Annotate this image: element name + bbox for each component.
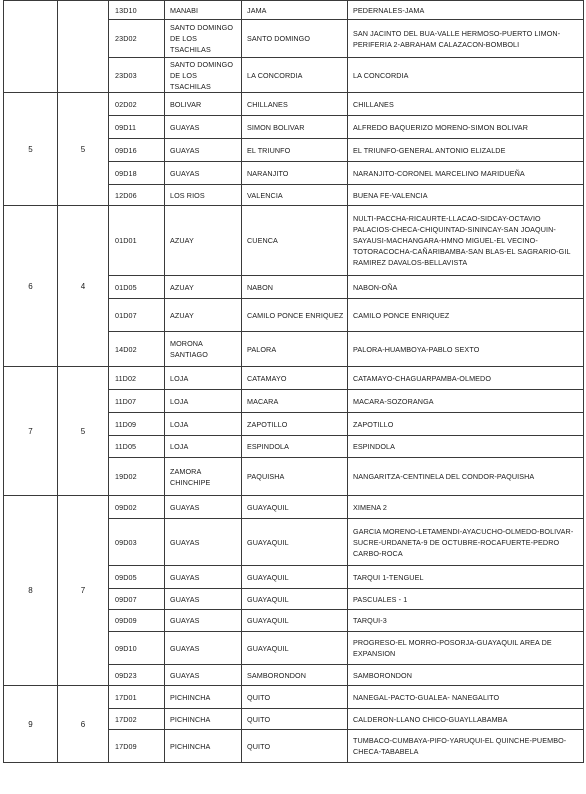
district-code-cell: 11D09	[109, 413, 165, 436]
canton-cell: CUENCA	[242, 206, 348, 276]
province-cell: BOLIVAR	[165, 93, 242, 116]
district-code-cell: 09D05	[109, 566, 165, 589]
province-cell: LOJA	[165, 390, 242, 413]
district-code-cell: 01D07	[109, 299, 165, 332]
canton-cell: GUAYAQUIL	[242, 589, 348, 610]
canton-cell: GUAYAQUIL	[242, 566, 348, 589]
district-name-cell: PALORA-HUAMBOYA-PABLO SEXTO	[348, 332, 584, 367]
district-count-cell: 6	[58, 686, 109, 763]
district-code-cell: 14D02	[109, 332, 165, 367]
district-name-cell: PEDERNALES-JAMA	[348, 1, 584, 20]
district-code-cell: 09D03	[109, 519, 165, 566]
province-cell: LOJA	[165, 436, 242, 458]
district-code-cell: 09D18	[109, 162, 165, 185]
canton-cell: EL TRIUNFO	[242, 139, 348, 162]
canton-cell: GUAYAQUIL	[242, 519, 348, 566]
table-row	[4, 496, 584, 519]
district-count-cell: 5	[58, 93, 109, 206]
district-code-cell: 09D23	[109, 665, 165, 686]
province-cell: GUAYAS	[165, 519, 242, 566]
canton-cell: ZAPOTILLO	[242, 413, 348, 436]
district-code-cell: 09D11	[109, 116, 165, 139]
canton-cell: GUAYAQUIL	[242, 632, 348, 665]
canton-cell: CATAMAYO	[242, 367, 348, 390]
canton-cell: VALENCIA	[242, 185, 348, 206]
province-cell: MORONA SANTIAGO	[165, 332, 242, 367]
district-name-cell: ESPINDOLA	[348, 436, 584, 458]
district-code-cell: 11D02	[109, 367, 165, 390]
province-cell: GUAYAS	[165, 589, 242, 610]
province-cell: AZUAY	[165, 276, 242, 299]
province-cell: ZAMORA CHINCHIPE	[165, 458, 242, 496]
canton-cell: QUITO	[242, 686, 348, 709]
district-code-cell: 17D01	[109, 686, 165, 709]
district-name-cell: PROGRESO-EL MORRO-POSORJA-GUAYAQUIL AREA DE EXPANSION	[348, 632, 584, 665]
district-code-cell: 09D16	[109, 139, 165, 162]
province-cell: GUAYAS	[165, 496, 242, 519]
district-code-cell: 17D02	[109, 709, 165, 730]
district-name-cell: CALDERON-LLANO CHICO-GUAYLLABAMBA	[348, 709, 584, 730]
province-cell: GUAYAS	[165, 665, 242, 686]
canton-cell: SANTO DOMINGO	[242, 20, 348, 58]
district-code-cell: 23D03	[109, 58, 165, 93]
district-count-cell: 7	[58, 496, 109, 686]
province-cell: SANTO DOMINGO DE LOS TSACHILAS	[165, 20, 242, 58]
district-code-cell: 17D09	[109, 730, 165, 763]
district-name-cell: TARQUI-3	[348, 610, 584, 632]
district-name-cell: MACARA-SOZORANGA	[348, 390, 584, 413]
district-name-cell: CHILLANES	[348, 93, 584, 116]
district-count-cell	[58, 1, 109, 93]
zone-cell: 8	[4, 496, 58, 686]
province-cell: LOS RIOS	[165, 185, 242, 206]
canton-cell: MACARA	[242, 390, 348, 413]
district-code-cell: 09D10	[109, 632, 165, 665]
district-count-cell: 4	[58, 206, 109, 367]
district-name-cell: LA CONCORDIA	[348, 58, 584, 93]
district-code-cell: 12D06	[109, 185, 165, 206]
district-code-cell: 01D05	[109, 276, 165, 299]
canton-cell: SAMBORONDON	[242, 665, 348, 686]
district-code-cell: 19D02	[109, 458, 165, 496]
canton-cell: LA CONCORDIA	[242, 58, 348, 93]
district-count-cell: 5	[58, 367, 109, 496]
zone-cell	[4, 1, 58, 93]
district-name-cell: TARQUI 1-TENGUEL	[348, 566, 584, 589]
province-cell: PICHINCHA	[165, 686, 242, 709]
district-name-cell: TUMBACO-CUMBAYA-PIFO-YARUQUI-EL QUINCHE-PUEMBO-CHECA-TABABELA	[348, 730, 584, 763]
district-code-cell: 13D10	[109, 1, 165, 20]
canton-cell: CAMILO PONCE ENRIQUEZ	[242, 299, 348, 332]
canton-cell: NARANJITO	[242, 162, 348, 185]
zone-cell: 7	[4, 367, 58, 496]
zone-cell: 9	[4, 686, 58, 763]
district-name-cell: ZAPOTILLO	[348, 413, 584, 436]
table-row	[4, 367, 584, 390]
province-cell: SANTO DOMINGO DE LOS TSACHILAS	[165, 58, 242, 93]
zone-cell: 6	[4, 206, 58, 367]
district-name-cell: XIMENA 2	[348, 496, 584, 519]
province-cell: LOJA	[165, 367, 242, 390]
district-code-cell: 09D09	[109, 610, 165, 632]
province-cell: AZUAY	[165, 206, 242, 276]
province-cell: AZUAY	[165, 299, 242, 332]
district-code-cell: 02D02	[109, 93, 165, 116]
district-name-cell: PASCUALES - 1	[348, 589, 584, 610]
district-name-cell: NARANJITO-CORONEL MARCELINO MARIDUEÑA	[348, 162, 584, 185]
province-cell: GUAYAS	[165, 116, 242, 139]
district-name-cell: SAMBORONDON	[348, 665, 584, 686]
province-cell: LOJA	[165, 413, 242, 436]
district-code-cell: 09D07	[109, 589, 165, 610]
district-name-cell: CAMILO PONCE ENRIQUEZ	[348, 299, 584, 332]
district-name-cell: GARCIA MORENO-LETAMENDI-AYACUCHO-OLMEDO-BOLIVAR-SUCRE-URDANETA-9 DE OCTUBRE-ROCAFUERTE-PEDRO CARBO-ROCA	[348, 519, 584, 566]
district-name-cell: NULTI-PACCHA-RICAURTE-LLACAO-SIDCAY-OCTAVIO PALACIOS-CHECA-CHIQUINTAD-SININCAY-SAN JOAQUIN-SAYAUSI-MACHANGARA-HMNO MIGUEL-EL VECINO-TOTORACOCHA-CAÑARIBAMBA-SAN BLAS-EL SAGRARIO-GIL RAMIREZ DAVALOS-BELLAVISTA	[348, 206, 584, 276]
province-cell: PICHINCHA	[165, 730, 242, 763]
district-name-cell: NANGARITZA-CENTINELA DEL CONDOR-PAQUISHA	[348, 458, 584, 496]
district-name-cell: CATAMAYO-CHAGUARPAMBA-OLMEDO	[348, 367, 584, 390]
district-name-cell: NANEGAL-PACTO-GUALEA- NANEGALITO	[348, 686, 584, 709]
table-row	[4, 686, 584, 709]
district-name-cell: NABON-OÑA	[348, 276, 584, 299]
table-row	[4, 1, 584, 20]
district-code-cell: 09D02	[109, 496, 165, 519]
canton-cell: SIMON BOLIVAR	[242, 116, 348, 139]
district-code-cell: 11D07	[109, 390, 165, 413]
canton-cell: GUAYAQUIL	[242, 610, 348, 632]
province-cell: GUAYAS	[165, 139, 242, 162]
province-cell: GUAYAS	[165, 610, 242, 632]
districts-table	[3, 0, 584, 763]
province-cell: GUAYAS	[165, 632, 242, 665]
canton-cell: PALORA	[242, 332, 348, 367]
district-name-cell: EL TRIUNFO-GENERAL ANTONIO ELIZALDE	[348, 139, 584, 162]
province-cell: PICHINCHA	[165, 709, 242, 730]
district-name-cell: SAN JACINTO DEL BUA-VALLE HERMOSO-PUERTO LIMON-PERIFERIA 2-ABRAHAM CALAZACON-BOMBOLI	[348, 20, 584, 58]
province-cell: MANABI	[165, 1, 242, 20]
canton-cell: GUAYAQUIL	[242, 496, 348, 519]
table-row	[4, 206, 584, 276]
canton-cell: PAQUISHA	[242, 458, 348, 496]
table-body	[4, 1, 584, 763]
canton-cell: CHILLANES	[242, 93, 348, 116]
zone-cell: 5	[4, 93, 58, 206]
canton-cell: NABON	[242, 276, 348, 299]
province-cell: GUAYAS	[165, 162, 242, 185]
district-name-cell: ALFREDO BAQUERIZO MORENO-SIMON BOLIVAR	[348, 116, 584, 139]
canton-cell: JAMA	[242, 1, 348, 20]
district-code-cell: 11D05	[109, 436, 165, 458]
canton-cell: QUITO	[242, 709, 348, 730]
canton-cell: ESPINDOLA	[242, 436, 348, 458]
canton-cell: QUITO	[242, 730, 348, 763]
district-name-cell: BUENA FE-VALENCIA	[348, 185, 584, 206]
district-code-cell: 01D01	[109, 206, 165, 276]
district-code-cell: 23D02	[109, 20, 165, 58]
province-cell: GUAYAS	[165, 566, 242, 589]
table-row	[4, 93, 584, 116]
